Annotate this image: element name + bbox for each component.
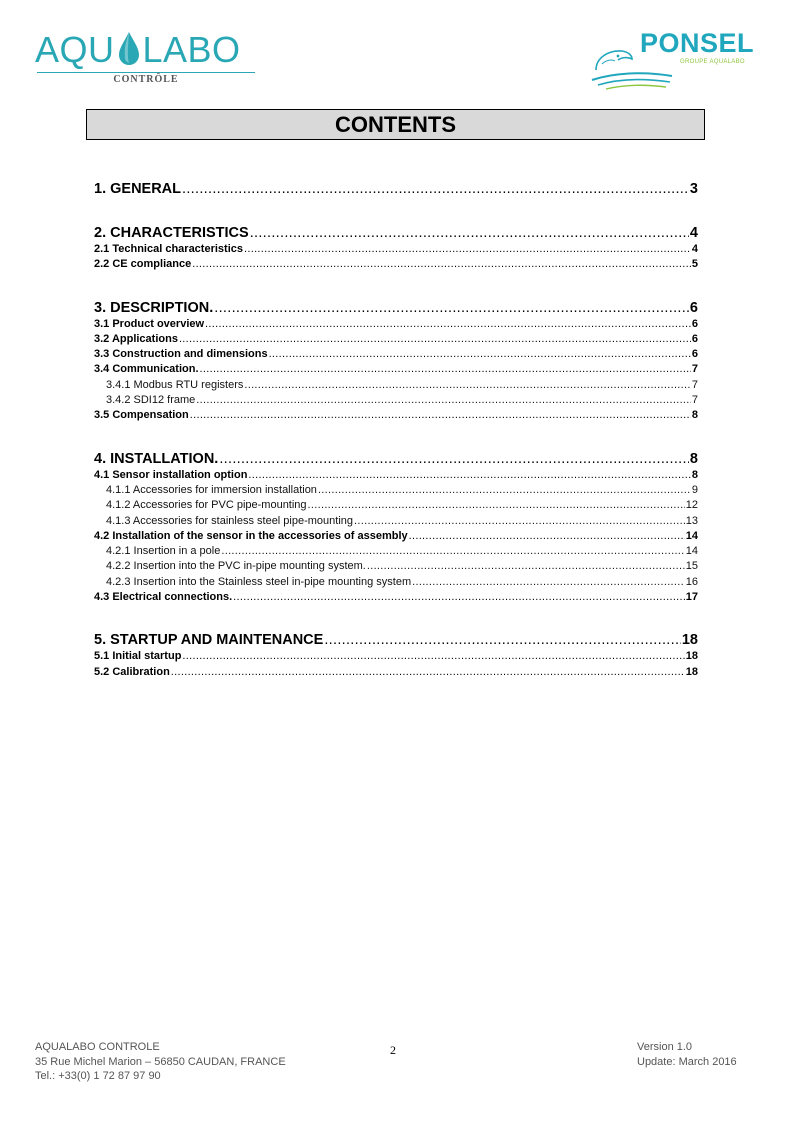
toc-entry-page: 17 [685, 591, 698, 604]
toc-entry-page: 4 [689, 225, 698, 241]
footer-address: 35 Rue Michel Marion – 56850 CAUDAN, FRANCE [35, 1055, 286, 1068]
toc-entry[interactable] [94, 590, 698, 605]
toc-leader-dots [269, 347, 691, 362]
toc-entry-label: 3.1 Product overview [94, 317, 205, 330]
toc-entry[interactable] [94, 299, 698, 317]
toc-leader-dots [308, 498, 685, 513]
toc-entry-label: 2.2 CE compliance [94, 258, 192, 271]
toc-entry-label: 5.2 Calibration [94, 665, 170, 678]
toc-leader-dots [219, 450, 689, 468]
toc-entry[interactable] [94, 483, 698, 498]
footer-version: Version 1.0 [637, 1041, 693, 1053]
toc-entry-page: 8 [691, 468, 698, 481]
toc-leader-dots [367, 559, 685, 574]
logo-rule [37, 72, 255, 73]
toc-entry-label: 3. DESCRIPTION. [94, 299, 214, 316]
toc-entry-label: 4.2.3 Insertion into the Stainless steel in-pipe mounting system [106, 575, 412, 588]
toc-entry-page: 8 [689, 450, 698, 467]
footer-company-info [35, 1040, 286, 1084]
toc-entry-label: 4.2.2 Insertion into the PVC in-pipe mounting system. [106, 560, 366, 573]
toc-entry-label: 3.4.1 Modbus RTU registers [106, 378, 244, 391]
toc-entry-page: 5 [691, 258, 698, 271]
toc-entry-label: 5. STARTUP AND MAINTENANCE [94, 632, 324, 649]
toc-entry-page: 9 [691, 483, 698, 496]
toc-entry-label: 4.2 Installation of the sensor in the accessories of assembly [94, 529, 408, 542]
toc-entry-page: 18 [681, 632, 698, 649]
toc-entry-page: 15 [685, 560, 698, 573]
footer-company: AQUALABO CONTROLE [35, 1041, 160, 1053]
ponsel-subtitle: GROUPE AQUALABO [680, 59, 745, 65]
toc-leader-dots [192, 257, 691, 272]
toc-entry-label: 2. CHARACTERISTICS [94, 225, 249, 241]
ponsel-wordmark: PONSEL [640, 28, 755, 58]
toc-leader-dots [221, 544, 684, 559]
toc-leader-dots [205, 317, 691, 332]
toc-entry[interactable] [94, 544, 698, 559]
toc-entry-page: 13 [685, 514, 698, 527]
toc-entry[interactable] [94, 468, 698, 483]
toc-leader-dots [200, 362, 691, 377]
toc-entry[interactable] [94, 649, 698, 664]
toc-entry[interactable] [94, 450, 698, 468]
toc-entry[interactable] [94, 575, 698, 590]
toc-leader-dots [250, 224, 689, 242]
aqualabo-subtitle: CONTRÔLE [113, 74, 179, 85]
toc-entry-label: 4.1.3 Accessories for stainless steel pipe-mounting [106, 514, 354, 527]
toc-entry[interactable] [94, 631, 698, 649]
toc-leader-dots [190, 408, 691, 423]
footer-version-info [637, 1040, 737, 1069]
toc-leader-dots [182, 649, 684, 664]
toc-entry-page: 18 [685, 665, 698, 678]
toc-entry-page: 6 [691, 317, 698, 330]
contents-title: CONTENTS [86, 109, 705, 140]
toc-entry-page: 8 [691, 409, 698, 422]
toc-entry[interactable] [94, 180, 698, 198]
toc-entry-label: 1. GENERAL [94, 181, 182, 197]
toc-leader-dots [244, 378, 691, 393]
toc-entry-page: 7 [691, 378, 698, 391]
toc-entry-label: 4. INSTALLATION. [94, 450, 219, 467]
aqualabo-logo [35, 28, 260, 88]
toc-leader-dots [248, 468, 690, 483]
toc-entry-page: 14 [685, 529, 698, 542]
toc-entry[interactable] [94, 362, 698, 377]
toc-entry-label: 4.1.1 Accessories for immersion installation [106, 483, 317, 496]
toc-entry-page: 6 [689, 299, 698, 316]
toc-entry[interactable] [94, 257, 698, 272]
toc-leader-dots [196, 393, 691, 408]
toc-entry[interactable] [94, 317, 698, 332]
toc-entry-label: 3.4.2 SDI12 frame [106, 394, 196, 407]
toc-leader-dots [244, 242, 691, 257]
toc-leader-dots [324, 631, 681, 649]
toc-leader-dots [233, 590, 685, 605]
toc-entry-page: 6 [691, 332, 698, 345]
footer-phone: Tel.: +33(0) 1 72 87 97 90 [35, 1070, 161, 1082]
toc-entry[interactable] [94, 529, 698, 544]
toc-entry-page: 7 [691, 394, 698, 407]
toc-entry-label: 3.5 Compensation [94, 409, 189, 422]
toc-entry-label: 4.3 Electrical connections. [94, 591, 233, 604]
toc-entry-page: 3 [689, 181, 698, 197]
toc-entry[interactable] [94, 242, 698, 257]
toc-entry-page: 16 [685, 575, 698, 588]
footer-update: Update: March 2016 [637, 1055, 737, 1068]
toc-leader-dots [182, 180, 689, 198]
table-of-contents [94, 180, 698, 680]
page-number: 2 [390, 1043, 396, 1057]
toc-entry-label: 4.1.2 Accessories for PVC pipe-mounting [106, 499, 307, 512]
toc-entry-label: 3.4 Communication. [94, 363, 199, 376]
toc-entry-label: 3.2 Applications [94, 332, 178, 345]
toc-leader-dots [318, 483, 691, 498]
toc-leader-dots [179, 332, 691, 347]
ponsel-logo [588, 30, 768, 90]
toc-entry[interactable] [94, 514, 698, 529]
toc-entry-label: 2.1 Technical characteristics [94, 243, 243, 255]
toc-entry-page: 6 [691, 348, 698, 361]
toc-entry-label: 4.1 Sensor installation option [94, 468, 248, 481]
aqualabo-wordmark: AQU LABO [35, 29, 241, 70]
toc-entry-page: 4 [691, 243, 698, 255]
toc-entry[interactable] [94, 498, 698, 513]
toc-leader-dots [171, 665, 685, 680]
toc-leader-dots [354, 514, 685, 529]
toc-entry[interactable] [94, 665, 698, 680]
toc-entry-label: 5.1 Initial startup [94, 650, 182, 663]
toc-entry-page: 14 [685, 545, 698, 558]
toc-entry[interactable] [94, 378, 698, 393]
toc-entry[interactable] [94, 332, 698, 347]
toc-leader-dots [412, 575, 685, 590]
toc-entry-page: 18 [685, 650, 698, 663]
toc-entry[interactable] [94, 347, 698, 362]
water-drop-icon [116, 30, 142, 66]
toc-entry[interactable] [94, 224, 698, 242]
toc-entry-page: 7 [691, 363, 698, 376]
toc-entry[interactable] [94, 408, 698, 423]
toc-leader-dots [409, 529, 685, 544]
toc-leader-dots [214, 299, 689, 317]
toc-entry-label: 4.2.1 Insertion in a pole [106, 545, 221, 558]
toc-entry[interactable] [94, 393, 698, 408]
toc-entry[interactable] [94, 559, 698, 574]
toc-entry-label: 3.3 Construction and dimensions [94, 348, 268, 361]
toc-entry-page: 12 [685, 499, 698, 512]
